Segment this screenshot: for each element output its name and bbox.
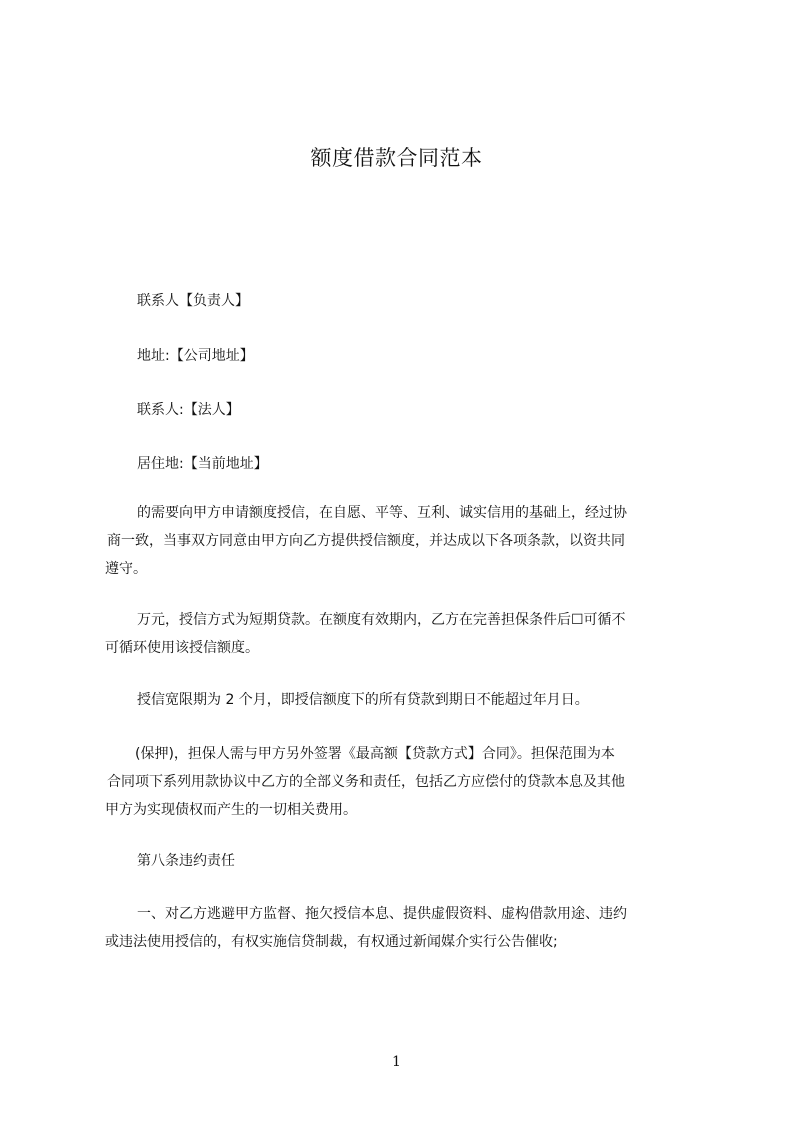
page-number: 1: [392, 1054, 401, 1070]
paragraph-line: 甲方为实现债权而产生的一切相关费用。: [105, 802, 357, 818]
paragraph-line: 万元，授信方式为短期贷款。在额度有效期内，乙方在完善担保条件后☐可循不: [137, 612, 626, 628]
paragraph-line: 授信宽限期为 2 个月，即授信额度下的所有贷款到期日不能超过年月日。: [137, 692, 589, 708]
document-title: 额度借款合同范本: [310, 146, 483, 170]
section-heading: 第八条违约责任: [137, 853, 235, 869]
paragraph-line: 可循环使用该授信额度。: [105, 640, 259, 656]
application-paragraph: [105, 499, 699, 583]
contact-person-field: 联系人【负责人】: [137, 293, 249, 309]
legal-contact-field: 联系人:【法人】: [137, 402, 240, 418]
credit-method-paragraph: [105, 606, 699, 662]
paragraph-line: 商一致，当事双方同意由甲方向乙方提供授信额度，并达成以下各项条款，以资共同: [107, 533, 625, 549]
address-field: 地址:【公司地址】: [137, 348, 254, 364]
paragraph-line: 的需要向甲方申请额度授信，在自愿、平等、互利、诚实信用的基础上，经过协: [137, 505, 627, 521]
paragraph-line: 或违法使用授信的，有权实施信贷制裁，有权通过新闻媒介实行公告催收;: [105, 934, 558, 950]
guarantee-paragraph: [105, 740, 699, 824]
grace-period-paragraph: [105, 686, 699, 714]
paragraph-line: 一、对乙方逃避甲方监督、拖欠授信本息、提供虚假资料、虚构借款用途、违约: [137, 906, 627, 922]
paragraph-line: 合同项下系列用款协议中乙方的全部义务和责任，包括乙方应偿付的贷款本息及其他: [107, 774, 625, 790]
paragraph-line: (保押)，担保人需与甲方另外签署《最高额【贷款方式】合同》。担保范围为本: [135, 746, 615, 762]
residence-field: 居住地:【当前地址】: [137, 456, 268, 472]
paragraph-line: 遵守。: [105, 561, 147, 577]
breach-paragraph: [105, 900, 699, 956]
